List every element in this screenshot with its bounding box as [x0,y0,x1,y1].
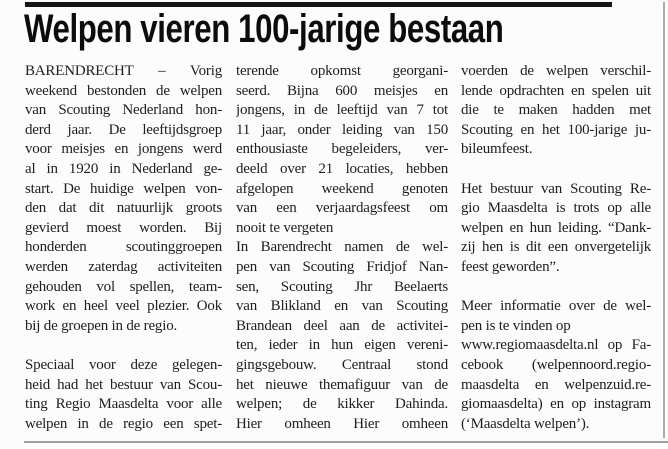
paragraph-gap [25,336,222,356]
text-line: maasdelta en welpenzuid.re- [461,376,651,393]
text-line: Speciaal voor deze gelegen- [25,356,222,373]
text-line: heid had het bestuur van Scou- [25,376,222,393]
text-line: Meer informatie over de wel- [461,298,651,315]
text-line: sen, Scouting Jhr Beelaerts [236,278,448,295]
text-line: jongens, in de leeftijd van 7 tot [236,102,448,119]
column-divider-rule [663,2,665,438]
text-line: work en heel veel plezier. Ook [25,298,222,315]
text-line: gio Maasdelta is trots op alle [461,200,651,217]
text-line: al in 1920 in Nederland ge- [25,160,222,177]
text-line: welpen in de regio een spet- [25,415,222,432]
text-line: van Blikland en van Scouting [236,298,448,315]
text-line: honderden scoutinggroepen [25,239,222,256]
text-line: van Scouting Nederland hon- [25,102,222,119]
text-line: Brandean deel aan de activitei- [236,317,448,334]
text-line: terende opkomst georgani- [236,63,448,79]
text-line: seerd. Bijna 600 meisjes en [236,82,448,99]
text-line: Hier omheen Hier omheen [236,415,448,432]
text-line: die te maken hadden met [461,102,651,119]
text-line: ting Regio Maasdelta voor alle [25,396,222,413]
text-line: giomaasdelta) en op instagram [461,396,651,413]
text-line: welpen en hun leiding. “Dank- [461,219,651,236]
text-line: gingsgebouw. Centraal stond [236,356,448,373]
paragraph-gap [461,278,651,298]
text-line: nooit te vergeten [236,219,334,236]
text-line: enthousiaste begeleiders, ver- [236,141,448,158]
text-line: BARENDRECHT – Vorig [25,63,222,79]
paragraph-gap [461,160,651,180]
text-line: gevierd moest worden. Bij [25,219,222,236]
text-line: In Barendrecht namen de wel- [236,239,448,256]
text-line: deeld over 21 locaties, hebben [236,160,448,177]
text-line: het nieuwe themafiguur van de [236,376,448,393]
article-headline: Welpen vieren 100-jarige bestaan [24,7,504,51]
text-line: start. De huidige welpen von- [25,180,222,197]
article-body [25,62,651,434]
text-line: ten, ieder in hun eigen vereni- [236,337,448,354]
text-line: pen van Scouting Fridjof Nan- [236,258,448,275]
bottom-rule [24,441,668,443]
text-line: afgelopen weekend genoten [236,180,448,197]
text-line: Scouting en het 100-jarige ju- [461,121,651,138]
text-line: van een verjaardagsfeest om [236,200,448,217]
text-line: pen is te vinden op [461,317,571,334]
text-line: Het bestuur van Scouting Re- [461,180,651,197]
text-line: (‘Maasdelta welpen’). [461,415,590,432]
text-line: derd jaar. De leeftijdsgroep [25,121,222,138]
text-line: 11 jaar, onder leiding van 150 [236,121,448,138]
text-line: weekend bestonden de welpen [25,82,222,99]
text-line: cebook (welpennoord.regio- [461,356,651,373]
text-line: bileumfeest. [461,141,533,158]
text-line: www.regiomaasdelta.nl op Fa- [461,337,651,354]
text-line: voor meisjes en jongens werd [25,141,222,158]
text-line: welpen; de kikker Dahinda. [236,396,448,413]
text-line: feest geworden”. [461,258,560,275]
text-line: bij de groepen in de regio. [25,317,178,334]
text-line: den dat dit natuurlijk groots [25,200,222,217]
article-column-3 [461,62,651,434]
text-line: werden zaterdag activiteiten [25,258,222,275]
text-line: lende opdrachten en spelen uit [461,82,651,99]
text-line: zij hen is dit een onvergetelijk [461,239,651,256]
article-column-2 [236,62,448,434]
article-column-1 [25,62,222,434]
text-line: gehouden vol spellen, team- [25,278,222,295]
text-line: voerden de welpen verschil- [461,63,651,79]
